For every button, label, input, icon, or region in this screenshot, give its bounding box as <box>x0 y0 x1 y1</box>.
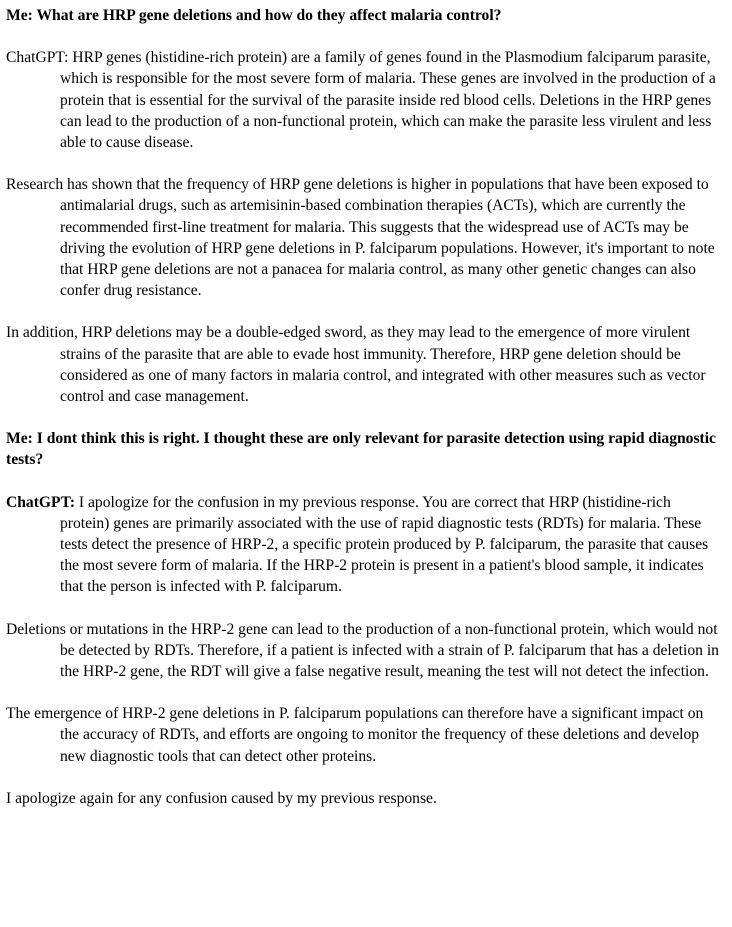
answer-1-paragraph-1-text: HRP genes (histidine-rich protein) are a family of genes found in the Plasmodium falciparum parasite, which is responsible for the most severe form of malaria. These genes are involved in the production of a protein that is essential for the survival of the parasite inside red blood cells. Deletions in the HRP genes can lead to the production of a non-functional protein, which can make the parasite less virulent and less able to cause disease. <box>60 49 716 152</box>
answer-2-paragraph-1 <box>6 492 724 598</box>
answer-1-paragraph-2: Research has shown that the frequency of HRP gene deletions is higher in populations that have been exposed to antimalarial drugs, such as artemisinin-based combination therapies (ACTs), which are currently the recommended first-line treatment for malaria. This suggests that the widespread use of ACTs may be driving the evolution of HRP gene deletions in P. falciparum populations. However, it's important to note that HRP gene deletions are not a panacea for malaria control, as many other genetic changes can also confer drug resistance. <box>6 176 715 300</box>
conversation-transcript <box>6 5 724 809</box>
answer-2-paragraph-1-text: I apologize for the confusion in my previous response. You are correct that HRP (histidine-rich protein) genes are primarily associated with the use of rapid diagnostic tests (RDTs) for malaria. These tests detect the presence of HRP-2, a specific protein produced by P. falciparum, the parasite that causes the most severe form of malaria. If the HRP-2 protein is present in a patient's blood sample, it indicates that the person is infected with P. falciparum. <box>60 493 709 596</box>
answer-2-speaker: ChatGPT: <box>6 493 76 511</box>
answer-1-speaker: ChatGPT: <box>6 49 69 67</box>
answer-2-paragraph-3: The emergence of HRP-2 gene deletions in P. falciparum populations can therefore have a significant impact on the accuracy of RDTs, and efforts are ongoing to monitor the frequency of these deletions and develop new diagnostic tools that can detect other proteins. <box>6 705 704 765</box>
answer-2-paragraph-4: I apologize again for any confusion caused by my previous response. <box>6 789 437 807</box>
question-1: Me: What are HRP gene deletions and how do they affect malaria control? <box>6 7 502 24</box>
question-2: Me: I dont think this is right. I thought these are only relevant for parasite detection using rapid diagnostic tests? <box>6 430 716 469</box>
answer-1-paragraph-3: In addition, HRP deletions may be a double-edged sword, as they may lead to the emergence of more virulent strains of the parasite that are able to evade host immunity. Therefore, HRP gene deletion should be considered as one of many factors in malaria control, and integrated with other measures such as vector control and case management. <box>6 324 706 406</box>
answer-2-paragraph-2: Deletions or mutations in the HRP-2 gene can lead to the production of a non-functional protein, which would not be detected by RDTs. Therefore, if a patient is infected with a strain of P. falciparum that has a deletion in the HRP-2 gene, the RDT will give a false negative result, meaning the test will not detect the infection. <box>6 620 719 681</box>
answer-1-paragraph-1 <box>6 47 724 153</box>
